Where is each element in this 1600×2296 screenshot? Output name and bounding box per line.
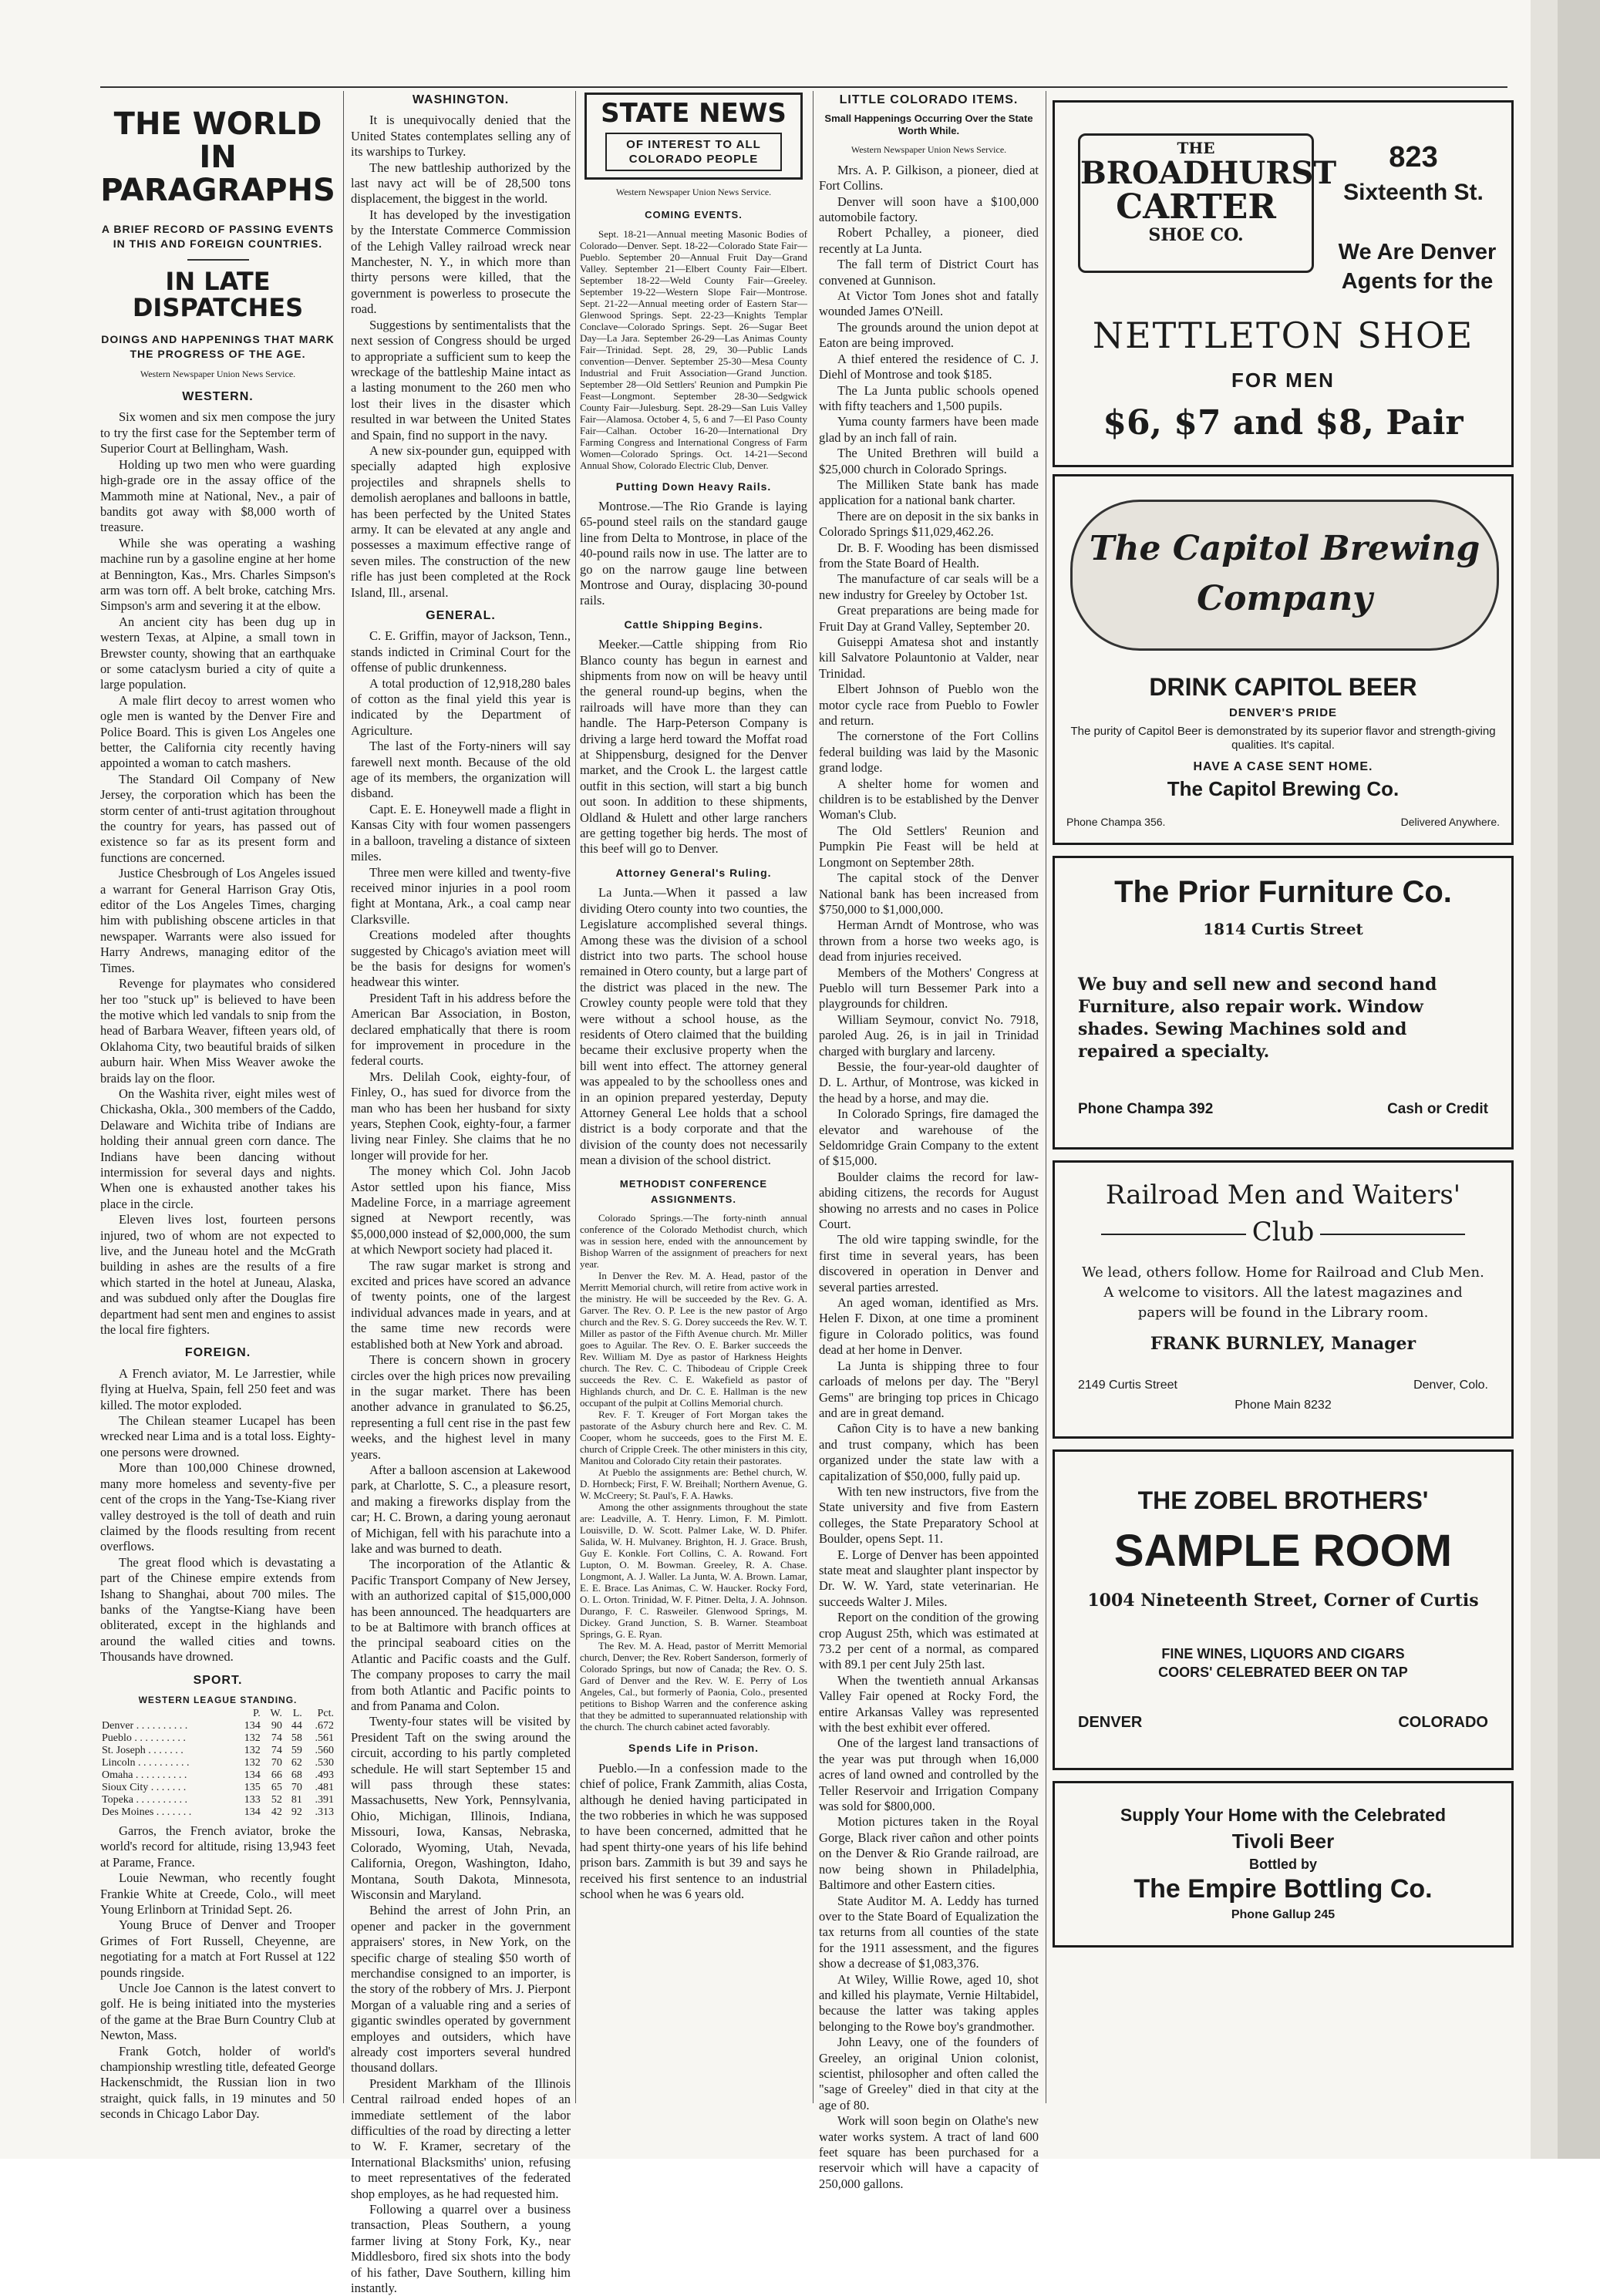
railroad-manager: FRANK BURNLEY, Manager <box>1150 1334 1416 1354</box>
news-paragraph: The incorporation of the Atlantic & Pacific Transport Company of New Jersey, with an authorized capital of $15,000,000 has been announced. The headquarters are to be at Baltimore with branch offices at the principal seaboard cities on the Atlantic and Pacific coasts and the Gulf. The company proposes to carry the mail from both Atlantic and Pacific points to and from Panama and Colon. <box>351 1557 571 1714</box>
broadhurst-agents: We Are Denver Agents for the <box>1338 240 1497 294</box>
table-cell: Omaha . . . . . . . . . . <box>102 1769 187 1781</box>
news-paragraph: The United Brethren will build a $25,000 church in Colorado Springs. <box>819 446 1039 476</box>
news-paragraph: Behind the arrest of John Prin, an opener and packer in the government appraisers' stores, in New York, on the specific charge of stealing $50 worth of merchandise consigned to an importer, is the story of the robbery of Mrs. J. Pierpont Morgan of a valuable ring and a series of gigantic swindles operated by government employes and outsiders, which have already cost importers several hundred thousand dollars. <box>351 1903 571 2075</box>
railroad-phone: Phone Main 8232 <box>1235 1399 1332 1412</box>
table-cell: .391 <box>315 1793 334 1806</box>
news-paragraph: There are on deposit in the six banks in Colorado Springs $11,029,462.26. <box>819 508 1039 540</box>
news-paragraph: The Milliken State bank has made application for a national bank charter. <box>819 476 1039 508</box>
news-paragraph: The Standard Oil Company of New Jersey, the corporation which has been the storm center of anti-trust agitation throughout the country for years, has passed out of existence so far as its present form and functions are concerned. <box>100 771 335 865</box>
table-header-row <box>100 1708 335 1720</box>
table-cell: Pueblo . . . . . . . . . . <box>102 1732 186 1744</box>
top-rule <box>100 86 1507 88</box>
table-cell: 132 <box>244 1744 261 1756</box>
table-cell: 74 <box>271 1744 282 1756</box>
table-row <box>100 1745 335 1757</box>
section-methodist: METHODIST CONFERENCE ASSIGNMENTS. <box>619 1177 768 1205</box>
news-paragraph: A male flirt decoy to arrest women who ogle men is wanted by the Denver Fire and Police Board. This is given Los Angeles one better, the California city recently having appointed a woman to catch mashers. <box>100 692 335 771</box>
table-row <box>100 1794 335 1806</box>
news-paragraph: Great preparations are being made for Fruit Day at Grand Valley, September 20. <box>819 603 1039 634</box>
news-service: Western Newspaper Union News Service. <box>851 144 1007 156</box>
broadhurst-street: Sixteenth St. <box>1343 180 1484 205</box>
table-row <box>100 1782 335 1794</box>
table-header-cell: Pct. <box>317 1707 334 1719</box>
table-cell: .672 <box>315 1719 334 1732</box>
news-paragraph: On the Washita river, eight miles west of Chickasha, Okla., 300 members of the Caddo, Delaware and Wichita tribe of Indians are holding their annual green corn dance. The Indians have been dancing without intermission for several days and nights. When one is exhausted another takes his place in the circle. <box>100 1086 335 1211</box>
news-paragraph: Six women and six men compose the jury to try the first case for the September term of Superior Court at Bellingham, Wash. <box>100 409 335 456</box>
column-world-in-paragraphs <box>100 91 335 2122</box>
table-cell: 44 <box>291 1719 302 1732</box>
standing-heading: WESTERN LEAGUE STANDING. <box>138 1694 298 1705</box>
tivoli-empire: The Empire Bottling Co. <box>1133 1874 1433 1904</box>
tivoli-bottled: Bottled by <box>1249 1857 1317 1872</box>
capitol-pride: DENVER'S PRIDE <box>1228 706 1338 719</box>
news-paragraph: Frank Gotch, holder of world's championship wrestling title, defeated George Hackenschmidt, the Russian lion in two straight, quick falls, in 19 minutes and 50 seconds in Chicago Labor Day. <box>100 2043 335 2122</box>
table-cell: Sioux City . . . . . . . <box>102 1781 187 1793</box>
capitol-case: HAVE A CASE SENT HOME. <box>1193 760 1373 773</box>
news-paragraph: Eleven lives lost, fourteen persons injured, two of whom are not expected to live, and the Juneau hotel and the McGrath building in ashes are the results of a fire which started in the hotel at Juneau, Alaska, and was subdued only after the Douglas fire department had sent men and engines to assist the local fire fighters. <box>100 1212 335 1338</box>
column-little-colorado <box>819 91 1039 2191</box>
tivoli-phone: Phone Gallup 245 <box>1231 1908 1336 1921</box>
news-paragraph: The Old Settlers' Reunion and Pumpkin Pie Feast will be held at Longmont on September 28th. <box>819 823 1039 870</box>
news-paragraph: Twenty-four states will be visited by President Taft on the swing around the circuit, according to his partly completed schedule. He will start September 15 and will pass through these states: Massachusetts, New York, Pennsylvania, Ohio, Michigan, Illinois, Indiana, Missouri, Iowa, Kansas, Nebraska, Colorado, Wyoming, Utah, Nevada, California, Oregon, Washington, Idaho, Montana, South Dakota, Minnesota, Wisconsin and Maryland. <box>351 1714 571 1902</box>
table-cell: 132 <box>244 1756 261 1769</box>
news-paragraph: Cañon City is to have a new banking and trust company, which has been organized under the state law with a capitalization of $50,000, fully paid up. <box>819 1421 1039 1483</box>
news-paragraph: An aged woman, identified as Mrs. Helen F. Dixon, at one time a prominent figure in Colorado politics, was found dead at her home in Denver. <box>819 1295 1039 1358</box>
table-cell: 92 <box>291 1806 302 1818</box>
news-paragraph: E. Lorge of Denver has been appointed state meat and slaughter plant inspector by Dr. W. W. Yard, state veterinarian. He succeeds Walter J. Miles. <box>819 1547 1039 1609</box>
rails-text: Montrose.—The Rio Grande is laying 65-pound steel rails on the standard gauge line from Delta to Montrose, in place of the 40-pound rails now in use. The latter are to go on the narrow gauge line between Montrose and Ouray, displacing 30-pound rails. <box>580 498 807 608</box>
zobel-coors: COORS' CELEBRATED BEER ON TAP <box>1158 1665 1408 1680</box>
table-row <box>100 1769 335 1782</box>
table-header-cell: W. <box>270 1707 282 1719</box>
news-paragraph: The last of the Forty-niners will say farewell next month. Because of the old age of its members, the organization will disband. <box>351 739 571 801</box>
washington-paragraphs <box>351 113 571 601</box>
news-paragraph: Herman Arndt of Montrose, who was thrown from a horse two weeks ago, is dead from injuries received. <box>819 917 1039 965</box>
news-paragraph: In Denver the Rev. M. A. Head, pastor of the Merritt Memorial church, will retire from active work in the ministry. He will be succeeded by the Rev. G. A. Garver. The Rev. O. P. Lee is the new pastor of Argo church and the Rev. S. G. Dorey succeeds the Rev. W. T. Miller as pastor of the Fifth Avenue church. Mr. Miller goes to Aguilar. The Rev. O. E. Barker succeeds the Rev. William M. Dye as pastor of Harkness Heights church. The Rev. C. C. Thibodeau of Cripple Creek succeeds the Rev. C. E. Wakefield as pastor of Highlands church, and Dr. C. E. Hallman is the new occupant of the pulpit at Collins Memorial church. <box>580 1270 807 1409</box>
news-paragraph: Louie Newman, who recently fought Frankie White at Creede, Colo., will meet Young Erlinborn at Trinidad Sept. 26. <box>100 1870 335 1917</box>
tivoli-beer: Tivoli Beer <box>1231 1830 1335 1853</box>
little-colorado-subhead: Small Happenings Occurring Over the State Worth While. <box>824 113 1033 137</box>
news-paragraph: Among the other assignments throughout the state are: Leadville, A. T. Henry. Limon, F. M. Pimlott. Louisville, D. W. Scott. Palmer Lake, W. D. Phifer. Salida, W. H. Mulvaney. Brighton, H. J. Grace. Brush, Guy E. Konkle. Fort Collins, C. A. Rowand. Fort Lupton, O. M. Bowman. Greeley, R. A. Chase. Longmont, A. J. Waller. La Junta, W. A. Brown. Lamar, E. E. Brace. Las Animas, C. W. Haucker. Rocky Ford, O. L. Orton. Trinidad, W. F. Pitner. Delta, J. A. Johnson. Durango, F. C. Rasweiler. Glenwood Springs, M. Dickey. Grand Junction, S. B. Warner. Steamboat Springs, G. E. Ryan. <box>580 1501 807 1641</box>
railroad-city: Denver, Colo. <box>1413 1379 1488 1392</box>
news-paragraph: After a balloon ascension at Lakewood park, at Charlotte, S. C., a pleasure resort, and making a fireworks display from the car; H. C. Brown, a daring young aeronaut of Michigan, fell with his parachute into a lake and was burned to death. <box>351 1462 571 1556</box>
state-news-title: STATE NEWS <box>601 98 787 129</box>
tivoli-supply: Supply Your Home with the Celebrated <box>1120 1805 1447 1825</box>
railroad-address: 2149 Curtis Street <box>1078 1379 1177 1392</box>
prior-body: We buy and sell new and second hand Furniture, also repair work. Window shades. Sewing Machines sold and repaired a specialty. <box>1078 975 1437 1062</box>
ad-railroad-club <box>1053 1160 1514 1439</box>
capitol-name: The Capitol Brewing Co. <box>1167 777 1400 800</box>
news-paragraph: Colorado Springs.—The forty-ninth annual conference of the Colorado Methodist church, which was in session here, ended with the announcement by Bishop Warren of the assignment of preachers for next year. <box>580 1212 807 1271</box>
news-paragraph: Uncle Joe Cannon is the latest convert to golf. He is being initiated into the mysteries of the game at the Brae Burn Country Club at Newton, Mass. <box>100 1981 335 2043</box>
broadhurst-price: $6, $7 and $8, Pair <box>1103 403 1464 443</box>
news-paragraph: The raw sugar market is strong and excited and prices have scored an advance of twenty points, one of the largest individual advances made in years, and at the same time new records were established both at New York and abroad. <box>351 1257 571 1352</box>
section-general: GENERAL. <box>426 609 496 622</box>
page-edge <box>1558 0 1600 2159</box>
capitol-phone: Phone Champa 356. <box>1066 816 1166 828</box>
broadhurst-number: 823 <box>1389 141 1438 173</box>
capitol-purity: The purity of Capitol Beer is demonstrated by its superior flavor and strength-giving qualities. It's capital. <box>1070 725 1496 752</box>
news-paragraph: Holding up two men who were guarding high-grade ore in the assay office of the Mammoth mine at National, Nev., a pair of bandits got away with $8,000 worth of treasure. <box>100 456 335 535</box>
broadhurst-logo <box>1078 133 1337 273</box>
section-foreign: FOREIGN. <box>184 1346 251 1360</box>
table-cell: .530 <box>315 1756 334 1769</box>
table-cell: Topeka . . . . . . . . . . <box>102 1793 188 1806</box>
prior-phone: Phone Champa 392 <box>1078 1101 1214 1117</box>
news-paragraph: William Seymour, convict No. 7918, paroled Aug. 26, is in jail in Trinidad charged with burglary and larceny. <box>819 1012 1039 1059</box>
cattle-text: Meeker.—Cattle shipping from Rio Blanco county has begun in earnest and shipments from now on will be heavy until the general round-up begins, when the railroads will have more than they can handle. The Harp-Peterson Company is driving a large herd toward the Moffat road at Shippensburg, designed for the Denver market, and the Crook L. the largest cattle outfit in this section, will start a big bunch out soon. In addition to these shipments, Oldland & Hulett and other large ranchers are getting together big herds. The most of this beef will go to Denver. <box>580 637 807 857</box>
section-rails: Putting Down Heavy Rails. <box>615 480 772 493</box>
table-cell: Lincoln . . . . . . . . . . <box>102 1756 190 1769</box>
news-paragraph: Mrs. A. P. Gilkison, a pioneer, died at Fort Collins. <box>819 162 1039 194</box>
news-paragraph: The grounds around the union depot at Eaton are being improved. <box>819 319 1039 351</box>
capitol-delivered: Delivered Anywhere. <box>1400 816 1500 828</box>
news-paragraph: Suggestions by sentimentalists that the next session of Congress should be urged to appropriate a sufficient sum to keep the wreckage of the battleship Maine intact as a lasting monument to the 260 men who lost their lives in the disaster which resulted in war between the United States and Spain, find no support in the navy. <box>351 317 571 443</box>
news-paragraph: A French aviator, M. Le Jarrestier, while flying at Huelva, Spain, fell 250 feet and was killed. The motor exploded. <box>100 1365 335 1412</box>
news-paragraph: The capital stock of the Denver National bank has been increased from $750,000 to $1,000,000. <box>819 870 1039 917</box>
news-paragraph: It is unequivocally denied that the United States contemplates selling any of its warships to Turkey. <box>351 113 571 160</box>
news-paragraph: Motion pictures taken in the Royal Gorge, Black river cañon and other points on the Denver & Rio Grande railroad, are now being shown in Philadelphia, Baltimore and other Eastern cities. <box>819 1814 1039 1893</box>
prison-text: Pueblo.—In a confession made to the chief of police, Frank Zammith, alias Costa, although he denied having participated in the two robberies in which he was supposed to have been concerned, admitted that he had spent thirty-one years of his life behind prison bars. Zammith is but 39 and says he received his first sentence to an industrial school when he was 6 years old. <box>580 1760 807 1902</box>
logo-text: THE <box>1177 139 1215 157</box>
news-paragraph: The fall term of District Court has convened at Gunnison. <box>819 257 1039 288</box>
news-paragraph: It has developed by the investigation by the Interstate Commerce Commission of the Lehigh Valley railroad wreck near Manchester, N. Y., in which more than thirty persons were killed, that the government is powerless to prosecute the road. <box>351 207 571 317</box>
capitol-logo <box>1070 500 1499 651</box>
section-washington: WASHINGTON. <box>412 93 510 106</box>
table-cell: 134 <box>244 1719 261 1732</box>
table-row <box>100 1732 335 1745</box>
news-paragraph: Justice Chesbrough of Los Angeles issued a warrant for General Harrison Gray Otis, editor of the Los Angeles Times, charging him with publishing obscene articles in that newspaper. Warrants were also issued for Harry Andrews, managing editor of the Times. <box>100 866 335 975</box>
table-header-cell: P. <box>253 1707 261 1719</box>
column-state-news <box>580 91 807 2103</box>
sport-paragraphs <box>100 1823 335 2123</box>
table-cell: 74 <box>271 1732 282 1744</box>
news-paragraph: An ancient city has been dug up in western Texas, at Alpine, a small town in Brewster county, showing that an earthquake or some cataclysm buried a city of quite a large population. <box>100 614 335 692</box>
ad-tivoli-beer <box>1053 1781 1514 1948</box>
news-paragraph: While she was operating a washing machine run by a gasoline engine at her home at Bennington, Kas., Mrs. Charles Simpson's arm was torn off. A belt broke, catching Mrs. Simpson's arm and severing it at the elbow. <box>100 535 335 614</box>
table-cell: .561 <box>315 1732 334 1744</box>
news-service: Western Newspaper Union News Service. <box>140 368 296 379</box>
logo-text: CARTER <box>1116 187 1276 227</box>
news-paragraph: Three men were killed and twenty-five received minor injuries in a pool room fight at Montana, Ark., a coal camp near Clarksville. <box>351 864 571 927</box>
column-rule <box>343 91 344 2103</box>
news-paragraph: A thief entered the residence of C. J. Diehl of Montrose and took $185. <box>819 351 1039 382</box>
news-paragraph: There is concern shown in grocery circles over the high prices now prevailing in the sugar market. There has been another advance in granulated to $6.25, representing a full cent rise in the past few weeks, and the highest level in many years. <box>351 1352 571 1462</box>
general-paragraphs <box>351 628 571 2296</box>
table-cell: 59 <box>291 1744 302 1756</box>
ad-broadhurst-carter <box>1053 100 1514 467</box>
table-row <box>100 1757 335 1769</box>
news-paragraph: C. E. Griffin, mayor of Jackson, Tenn., stands indicted in Criminal Court for the offense of public drunkenness. <box>351 628 571 675</box>
zobel-state: COLORADO <box>1398 1714 1488 1731</box>
news-paragraph: Creations modeled after thoughts suggested by Chicago's aviation meet will be the basis for designs for women's headwear this winter. <box>351 927 571 990</box>
table-row <box>100 1806 335 1819</box>
divider <box>187 259 249 261</box>
table-cell: 81 <box>291 1793 302 1806</box>
news-paragraph: With ten new instructors, five from the State university and five from Eastern colleges, the State Preparatory School at Boulder, opens Sept. 11. <box>819 1483 1039 1547</box>
column-rule <box>575 91 576 2103</box>
headline-world: THE WORLD IN PARAGRAPHS <box>100 106 335 209</box>
state-news-subtitle: OF INTEREST TO ALL COLORADO PEOPLE <box>605 133 782 171</box>
news-paragraph: Work will soon begin on Olathe's new water works system. A tract of land 600 feet square has been purchased for a reservoir which will have a capacity of 250,000 gallons. <box>819 2113 1039 2191</box>
subhead-doings: DOINGS AND HAPPENINGS THAT MARK THE PROGRESS OF THE AGE. <box>101 332 335 360</box>
news-paragraph: A shelter home for women and children is to be established by the Denver Woman's Club. <box>819 776 1039 823</box>
little-colorado-items <box>819 163 1039 2192</box>
logo-text: SHOE CO. <box>1148 225 1244 245</box>
news-paragraph: The great flood which is devastating a part of the Chinese empire extends from Ishang to Shanghai, about 700 miles. The banks of the Yangtse-Kiang have been obliterated, except in the highlands and around the walled cities and towns. Thousands have drowned. <box>100 1554 335 1665</box>
table-cell: 58 <box>291 1732 302 1744</box>
section-prison: Spends Life in Prison. <box>628 1742 760 1755</box>
ad-capitol-brewing <box>1053 474 1514 845</box>
news-paragraph: Members of the Mothers' Congress at Pueblo will turn Bessemer Park into a playgrounds for children. <box>819 965 1039 1012</box>
table-cell: .313 <box>315 1806 334 1818</box>
news-paragraph: Bessie, the four-year-old daughter of D. L. Arthur, of Montrose, was kicked in the head by a horse, and may die. <box>819 1059 1039 1106</box>
table-cell: 68 <box>291 1769 302 1781</box>
table-cell: 62 <box>291 1756 302 1769</box>
news-paragraph: Report on the condition of the growing crop August 25th, which was estimated at 73.2 per cent of a normal, as compared with 89.1 per cent July 25th last. <box>819 1610 1039 1672</box>
news-paragraph: Robert Pchalley, a pioneer, died recently at La Junta. <box>819 225 1039 256</box>
news-paragraph: When the twentieth annual Arkansas Valley Fair opened at Rocky Ford, the entire Arkansas Valley was represented with the best exhibit ever offered. <box>819 1672 1039 1735</box>
table-cell: St. Joseph . . . . . . . <box>102 1744 184 1756</box>
news-paragraph: Yuma county farmers have been made glad by an inch fall of rain. <box>819 414 1039 445</box>
news-paragraph: State Auditor M. A. Leddy has turned over to the State Board of Equalization the tax returns from all counties of the state for the 1911 assessment, and the figures show a decrease of $1,083,376. <box>819 1893 1039 1971</box>
table-cell: 66 <box>271 1769 282 1781</box>
zobel-wines: FINE WINES, LIQUORS AND CIGARS <box>1161 1646 1405 1661</box>
news-paragraph: A new six-pounder gun, equipped with specially adapted high explosive projectiles and shrapnels shells to demolish aeroplanes and balloons in battle, has been perfected by the United States army. It can be elevated at any angle and possesses a maximum effective range of seven miles. The construction of the new rifle has just been completed at the Rock Island, Ill., arsenal. <box>351 443 571 600</box>
section-cattle: Cattle Shipping Begins. <box>624 618 763 631</box>
news-paragraph: The Rev. M. A. Head, pastor of Merritt Memorial church, Denver; the Rev. Robert Sanderson, formerly of Colorado Springs, but now of Canada; the Rev. O. S. Gard of Denver and the Rev. W. E. Perry of Los Angeles, Cal., but formerly of Paonia, Colo., presented petitions to Bishop Warren and the conference asking that they be admitted to superannuated relationship with the church. The church cabinet acted favorably. <box>580 1640 807 1733</box>
section-sport: SPORT. <box>193 1673 243 1687</box>
table-cell: .560 <box>315 1744 334 1756</box>
broadhurst-for-men: FOR MEN <box>1231 369 1335 392</box>
prior-address: 1814 Curtis Street <box>1203 920 1363 938</box>
news-paragraph: Elbert Johnson of Pueblo won the motor cycle race from Pueblo to Fowler and return. <box>819 682 1039 729</box>
news-paragraph: President Markham of the Illinois Central railroad ended hopes of an immediate settlement of the labor difficulties of the road by directing a letter to W. F. Kramer, secretary of the International Blacksmiths' union, refusing to meet representatives of the federated shop employes, as he had requested him. <box>351 2075 571 2201</box>
table-cell: .481 <box>315 1781 334 1793</box>
table-row <box>100 1720 335 1732</box>
section-little-colorado: LITTLE COLORADO ITEMS. <box>839 93 1019 106</box>
table-cell: 90 <box>271 1719 282 1732</box>
table-header-cell <box>100 1708 234 1720</box>
capitol-drink: DRINK CAPITOL BEER <box>1149 673 1417 701</box>
news-paragraph: Guiseppi Amatesa shot and instantly kill Salvatore Polauntonio at Valder, near Trinidad. <box>819 635 1039 681</box>
section-attorney: Attorney General's Ruling. <box>615 866 772 879</box>
news-paragraph: At Pueblo the assignments are: Bethel church, W. D. Hornbeck; First, F. W. Breihall; Northern Avenue, G. W. McCreery; St. Paul's, F. A. Hawks. <box>580 1466 807 1502</box>
table-cell: 42 <box>271 1806 282 1818</box>
table-cell: .493 <box>315 1769 334 1781</box>
news-paragraph: In Colorado Springs, fire damaged the elevator and warehouse of the Seldomridge Grain Company to the extent of $15,000. <box>819 1106 1039 1169</box>
table-cell: Denver . . . . . . . . . . <box>102 1719 188 1732</box>
railroad-name: Railroad Men and Waiters' <box>1105 1180 1461 1210</box>
table-header-cell: L. <box>292 1707 302 1719</box>
table-cell: 132 <box>244 1732 261 1744</box>
news-paragraph: The money which Col. John Jacob Astor settled upon his fiance, Miss Madeline Force, in a marriage agreement signed at Newport recently, was $5,000,000 instead of $2,000,000, the sum at which Newport society had placed it. <box>351 1163 571 1257</box>
news-paragraph: The new battleship authorized by the last navy act will be of 28,500 tons displacement, the biggest in the world. <box>351 160 571 207</box>
table-cell: 70 <box>271 1756 282 1769</box>
prior-name: The Prior Furniture Co. <box>1114 875 1452 909</box>
ad-prior-furniture <box>1053 856 1514 1150</box>
news-paragraph: Young Bruce of Denver and Trooper Grimes of Fort Russell, Cheyenne, are negotiating for a match at Fort Russel at 122 pounds ringside. <box>100 1917 335 1980</box>
railroad-club: Club <box>1246 1217 1321 1247</box>
news-paragraph: At Victor Tom Jones shot and fatally wounded James O'Neill. <box>819 288 1039 319</box>
news-paragraph: Mrs. Delilah Cook, eighty-four, of Finley, O., has sued for divorce from the man who has been her husband for sixty years, Stephen Cook, eighty-four, a farmer living near Finley. She claims that he no longer will provide for her. <box>351 1069 571 1163</box>
coming-events-text: Sept. 18-21—Annual meeting Masonic Bodies of Colorado—Denver. Sept. 18-22—Colorado State Fair—Pueblo. September 20—Annual Fruit Day—Grand Valley. September 21—Elbert County Fair—Elbert. September 18-22—Weld County Fair—Greeley. September 19-22—Western Slope Fair—Montrose. Sept. 21-22—Annual meeting order of Eastern Star—Glenwood Springs. Sept. 22-23—Knights Templar Conclave—Colorado Springs. Sept. 26—Sugar Beet Day—La Jara. September 26-29—Las Animas County Fair—Trinidad. Sept. 28, 29, 30—Public Lands convention—Denver. September 25-30—Mesa County Industrial and Fruit Association—Grand Junction. September 28—Old Settlers' Reunion and Pumpkin Pie Feast—Longmont. September 28-30—Sedgwick County Fair—Julesburg. Sept. 28-29—San Luis Valley Fair—Alamosa. October 4, 5, 6 and 7—El Paso County Fair—Calhan. October 16-20—International Dry Farming Congress and International Congress of Farm Women—Colorado Springs. Oct. 14-21—Second Annual Show, Colorado Electric Club, Denver. <box>580 227 807 471</box>
news-paragraph: The cornerstone of the Fort Collins federal building was laid by the Masonic grand lodge. <box>819 729 1039 776</box>
prior-cash: Cash or Credit <box>1387 1101 1488 1117</box>
methodist-paragraphs <box>580 1212 807 1732</box>
logo-text: Company <box>1197 579 1373 618</box>
attorney-text: La Junta.—When it passed a law dividing Otero county into two counties, the Legislature accomplished several things. Among these was the division of a school district into two parts. The school house remained in Otero county, but a large part of the district was placed in the new. The Crowley county people were told that they were without a school house, as the residents of Otero claimed that the building became their exclusive property when the bill went into effect. The attorney general was appealed to by the schoolless ones and in an opinion prepared yesterday, Deputy Attorney General Lee holds that a school district is a body corporate and that the division of the county does not necessarily mean a division of the school district. <box>580 885 807 1168</box>
table-cell: Des Moines . . . . . . . <box>102 1806 192 1818</box>
news-paragraph: One of the largest land transactions of the year was put through when 16,000 acres of land owned and controlled by the Teller Reservoir and Irrigation Company was sold for $800,000. <box>819 1735 1039 1814</box>
table-cell: 70 <box>291 1781 302 1793</box>
broadhurst-shoe: NETTLETON SHOE <box>1092 315 1474 356</box>
league-standing-table <box>100 1708 335 1819</box>
logo-text: The Capitol Brewing <box>1089 529 1480 568</box>
headline-late-dispatches: IN LATE DISPATCHES <box>132 266 304 323</box>
railroad-body: We lead, others follow. Home for Railroad and Club Men. A welcome to visitors. All the latest magazines and papers will be found in the Library room. <box>1082 1264 1484 1321</box>
news-paragraph: The manufacture of car seals will be a new industry for Greeley by October 1st. <box>819 571 1039 602</box>
news-paragraph: At Wiley, Willie Rowe, aged 10, shot and killed his playmate, Vernie Hiltabidel, because the latter was taking apples belonging to the Rowe boy's grandmother. <box>819 1971 1039 2034</box>
news-paragraph: John Leavy, one of the founders of Greeley, an original Union colonist, scientist, philosopher and often called the "sage of Greeley" died in that city at the age of 80. <box>819 2035 1039 2113</box>
zobel-address: 1004 Nineteenth Street, Corner of Curtis <box>1087 1591 1479 1611</box>
news-paragraph: More than 100,000 Chinese drowned, many more homeless and seventy-five per cent of the crops in the Yang-Tse-Kiang river valley destroyed is the toll of death and ruin claimed by the floods resulting from recent overflows. <box>100 1460 335 1554</box>
table-cell: 134 <box>244 1806 261 1818</box>
zobel-city: DENVER <box>1078 1714 1143 1731</box>
zobel-name: THE ZOBEL BROTHERS' <box>1137 1486 1429 1514</box>
news-paragraph: The La Junta public schools opened with fifty teachers and 1,500 pupils. <box>819 382 1039 413</box>
news-paragraph: Following a quarrel over a business transaction, Pleas Southern, a young farmer living at Stony Fork, Ky., near Middlesboro, fired six shots into the body of his father, Dave Southern, killing him instantly. <box>351 2202 571 2296</box>
news-paragraph: Boulder claims the record for law-abiding citizens, the records for August showing no arrests and no cases in Police Court. <box>819 1169 1039 1232</box>
section-western: WESTERN. <box>182 390 254 404</box>
zobel-sample-room: SAMPLE ROOM <box>1113 1526 1453 1576</box>
logo-text: BROADHURST <box>1080 155 1337 191</box>
table-cell: 52 <box>271 1793 282 1806</box>
ad-zobel-brothers <box>1053 1449 1514 1770</box>
news-paragraph: Denver will soon have a $100,000 automobile factory. <box>819 194 1039 225</box>
state-news-box <box>584 93 803 180</box>
column-washington-general <box>351 91 571 2296</box>
railroad-club-line <box>1101 1217 1465 1247</box>
table-cell: 135 <box>244 1781 261 1793</box>
news-paragraph: La Junta is shipping three to four carloads of melons per day. The "Beryl Gems" are bringing top prices in Chicago and are in great demand. <box>819 1358 1039 1420</box>
western-paragraphs <box>100 409 335 1338</box>
subhead-record: A BRIEF RECORD OF PASSING EVENTS IN THIS AND FOREIGN COUNTRIES. <box>101 222 335 250</box>
news-paragraph: Garros, the French aviator, broke the world's record for altitude, rising 13,943 feet at Parame, France. <box>100 1823 335 1870</box>
news-paragraph: Capt. E. E. Honeywell made a flight in Kansas City with four women passengers in a balloon, traveling a distance of sixteen miles. <box>351 801 571 864</box>
news-paragraph: President Taft in his address before the American Bar Association, in Boston, declared emphatically that there is room for improvement in procedure in the federal courts. <box>351 990 571 1069</box>
section-coming-events: COMING EVENTS. <box>645 209 743 221</box>
news-paragraph: The old wire tapping swindle, for the first time in several years, has been discovered in operation in Denver and several parties arrested. <box>819 1232 1039 1294</box>
table-cell: 133 <box>244 1793 261 1806</box>
news-paragraph: Rev. F. T. Kreuger of Fort Morgan takes the pastorate of the Asbury church here and Rev. C. M. Cooper, whom he succeeds, goes to the First M. E. church of Cripple Creek. The other ministers in this city, Manitou and Colorado City retain their pastorates. <box>580 1409 807 1467</box>
news-paragraph: The Chilean steamer Lucapel has been wrecked near Lima and is a total loss. Eighty-one persons were drowned. <box>100 1413 335 1459</box>
news-paragraph: Dr. B. F. Wooding has been dismissed from the State Board of Health. <box>819 540 1039 571</box>
news-paragraph: A total production of 12,918,280 bales of cotton as the final yield this year is indicated by the Department of Agriculture. <box>351 675 571 738</box>
news-paragraph: Revenge for playmates who considered her too "stuck up" is believed to have been the motive which led vandals to snip from the head of Barbara Weaver, fifteen years old, of Oklahoma City, two beautiful braids of silken auburn hair. When Miss Weaver awoke the braids lay on the floor. <box>100 976 335 1086</box>
table-cell: 134 <box>244 1769 261 1781</box>
foreign-paragraphs <box>100 1366 335 1665</box>
news-service: Western Newspaper Union News Service. <box>615 186 772 197</box>
table-cell: 65 <box>271 1781 282 1793</box>
